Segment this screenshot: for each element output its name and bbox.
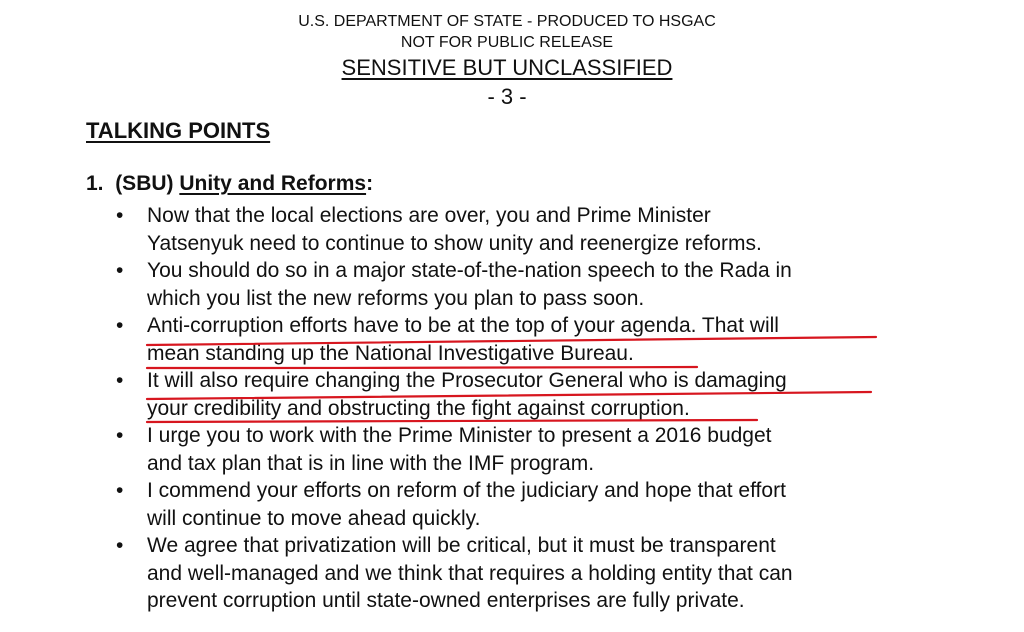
bullet-line: will continue to move ahead quickly.	[147, 506, 481, 530]
bullet-item	[110, 532, 910, 615]
bullet-glyph: •	[116, 534, 124, 557]
bullet-list	[110, 202, 910, 615]
page-number: - 3 -	[487, 84, 527, 109]
bullet-glyph: •	[116, 259, 124, 282]
bullet-line: mean standing up the National Investigative Bureau.	[147, 341, 634, 365]
point-number: 1.	[86, 172, 104, 195]
header-line-2: NOT FOR PUBLIC RELEASE	[400, 34, 614, 51]
bullet-item	[110, 477, 910, 532]
bullet-item	[110, 202, 910, 257]
bullet-item-highlighted	[110, 312, 910, 367]
point-colon: :	[366, 172, 374, 195]
bullet-line: We agree that privatization will be critical, but it must be transparent	[147, 534, 776, 557]
bullet-line: Yatsenyuk need to continue to show unity and reenergize reforms.	[147, 231, 762, 255]
point-heading	[86, 172, 373, 196]
bullet-item	[110, 257, 910, 312]
bullet-line: and well-managed and we think that requires a holding entity that can	[147, 561, 793, 585]
bullet-glyph: •	[116, 204, 124, 227]
bullet-line: and tax plan that is in line with the IMF program.	[147, 451, 595, 475]
point-tag: (SBU)	[115, 172, 174, 195]
header-line-1: U.S. DEPARTMENT OF STATE - PRODUCED TO HSGAC	[298, 13, 716, 30]
bullet-line: You should do so in a major state-of-the-nation speech to the Rada in	[147, 259, 792, 282]
point-title: Unity and Reforms	[179, 172, 367, 195]
bullet-item-highlighted	[110, 367, 910, 422]
bullet-line: I commend your efforts on reform of the judiciary and hope that effort	[147, 479, 786, 502]
bullet-glyph: •	[116, 424, 124, 447]
section-title: TALKING POINTS	[86, 118, 271, 143]
bullet-item	[110, 422, 910, 477]
bullet-line: prevent corruption until state-owned enterprises are fully private.	[147, 589, 745, 612]
classification-marking: SENSITIVE BUT UNCLASSIFIED	[341, 55, 673, 80]
bullet-line: your credibility and obstructing the fight against corruption.	[147, 396, 690, 420]
bullet-line: Anti-corruption efforts have to be at the top of your agenda. That will	[147, 314, 779, 337]
bullet-glyph: •	[116, 479, 124, 502]
bullet-line: which you list the new reforms you plan to pass soon.	[147, 286, 645, 310]
bullet-glyph: •	[116, 314, 124, 337]
bullet-line: It will also require changing the Prosecutor General who is damaging	[147, 369, 787, 392]
bullet-line: Now that the local elections are over, you and Prime Minister	[147, 204, 711, 227]
bullet-glyph: •	[116, 369, 124, 392]
bullet-line: I urge you to work with the Prime Minister to present a 2016 budget	[147, 424, 772, 447]
